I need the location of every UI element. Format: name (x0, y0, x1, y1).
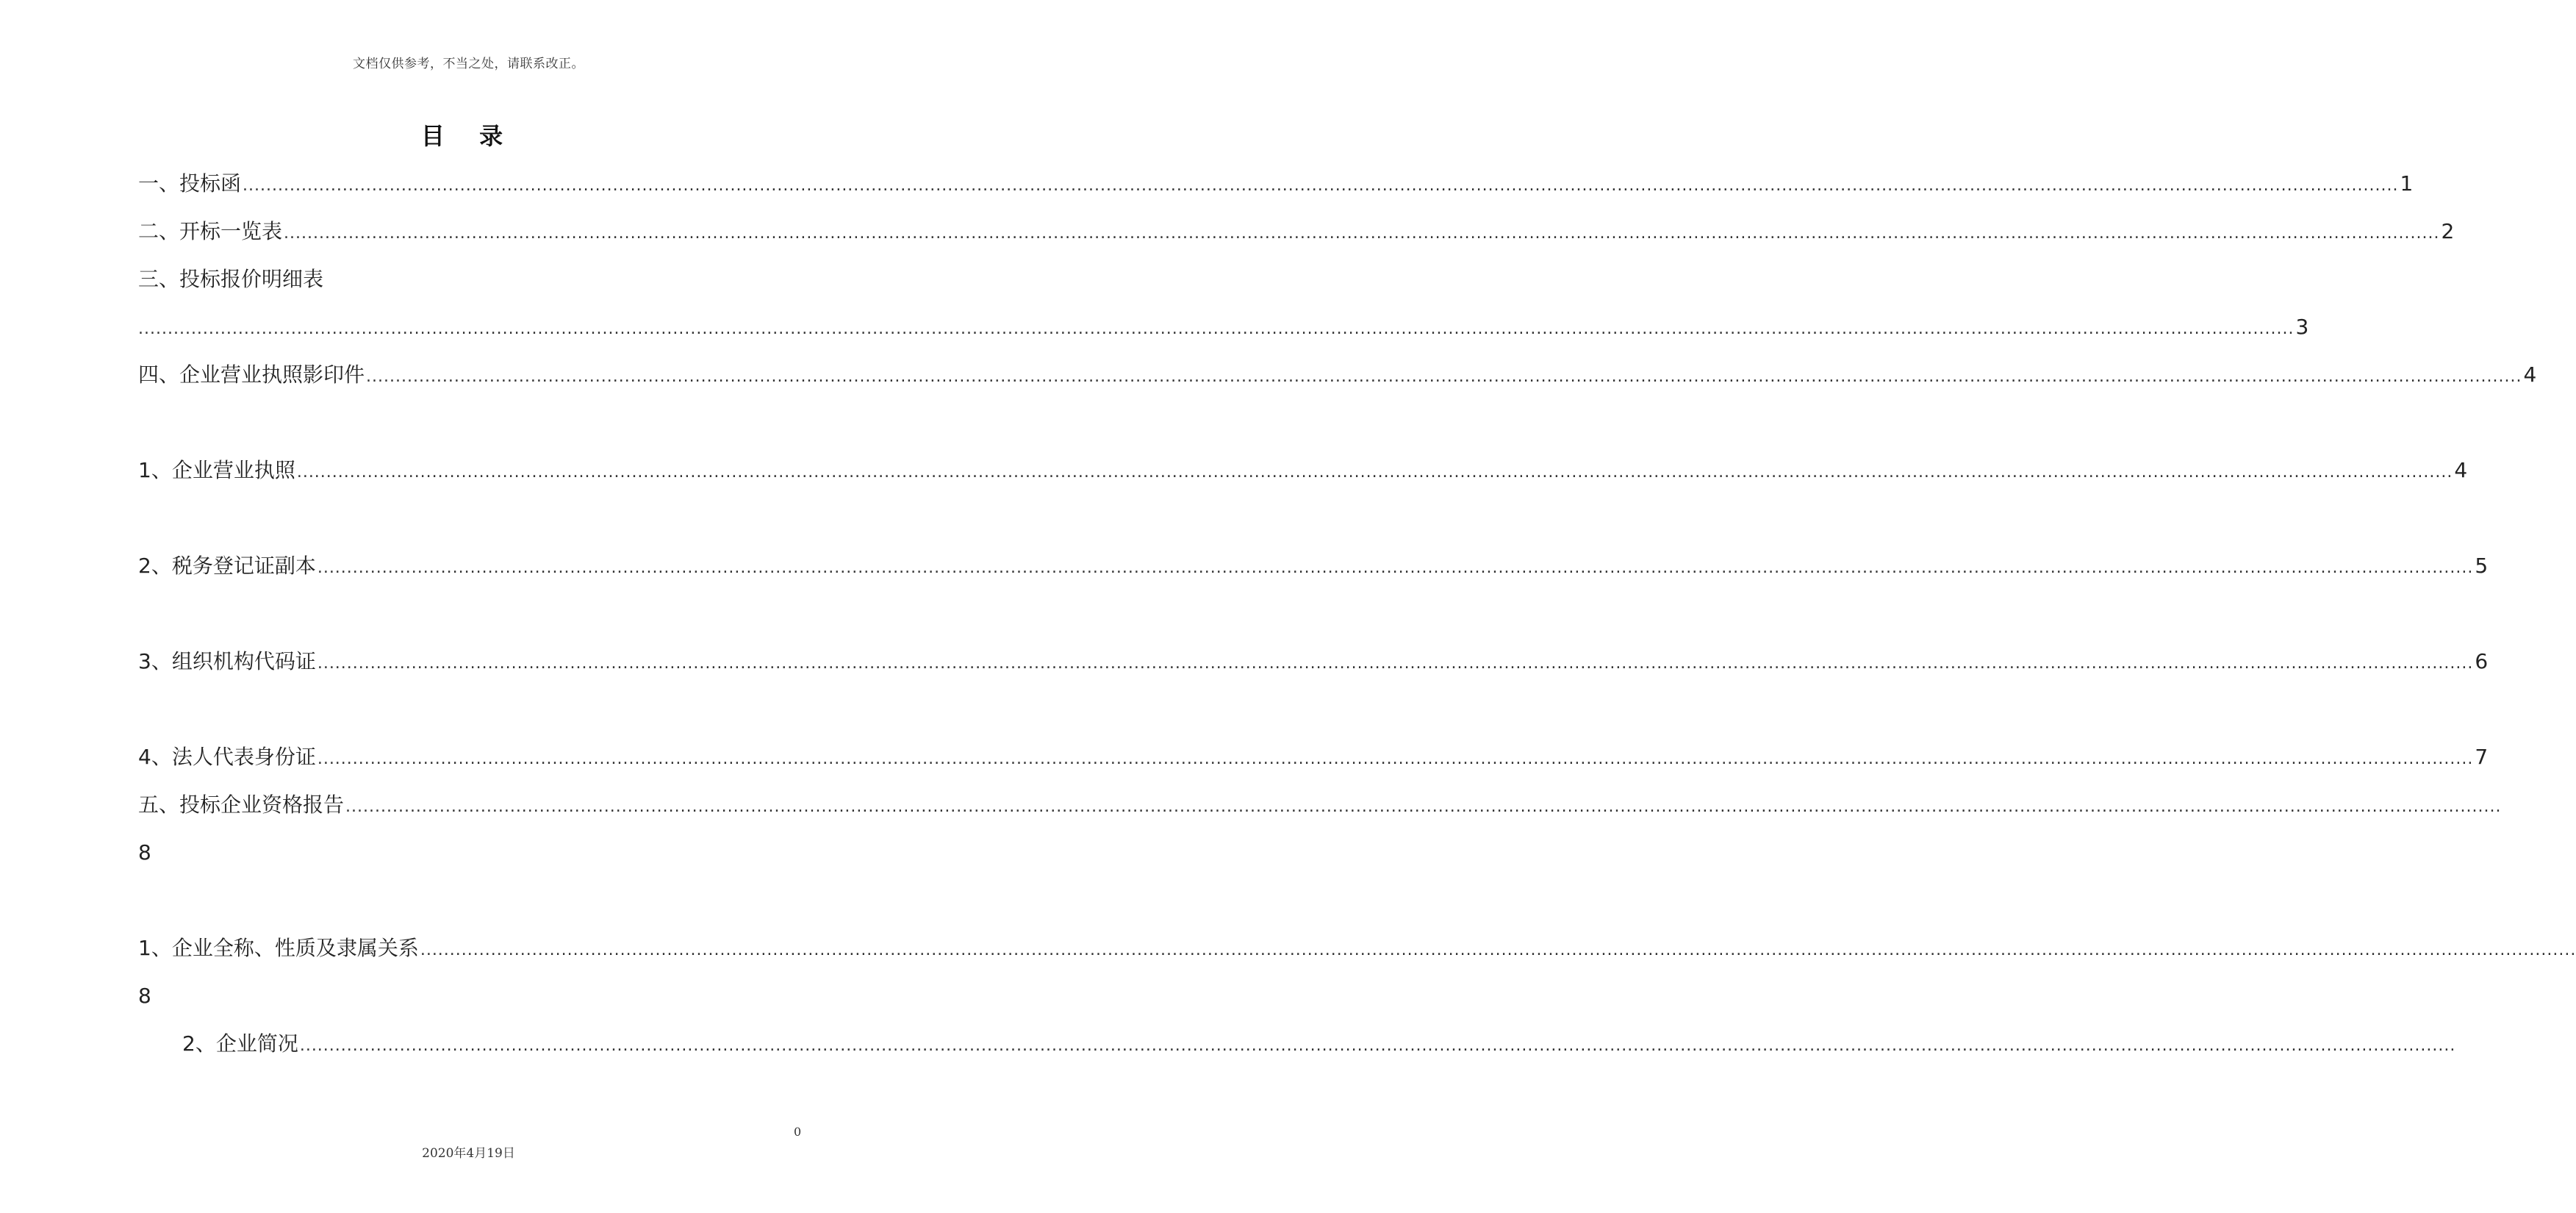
toc-leader: ............................................................................................................................................................................................................................................................................................................................................................................... (138, 320, 2295, 338)
toc-label: 1、企业营业执照 (138, 458, 295, 482)
toc-leader: ............................................................................................................................................................................................................................................................................................................................................................................... (366, 368, 2522, 386)
toc-leader: ............................................................................................................................................................................................................................................................................................................................................................................... (284, 224, 2440, 243)
toc-entry-organization-code[interactable] (138, 647, 2489, 676)
toc-label: 2、税务登记证副本 (138, 554, 316, 578)
page-number: 0 (794, 1125, 802, 1139)
toc-page: 3 (2295, 315, 2309, 339)
toc-leader: ............................................................................................................................................................................................................................................................................................................................................................................... (420, 941, 2576, 959)
header-note: 文档仅供参考，不当之处，请联系改正。 (353, 57, 584, 71)
toc-entry-license-copies[interactable] (138, 360, 2537, 390)
footer-date: 2020年4月19日 (422, 1146, 515, 1161)
toc-label: 1、企业全称、性质及隶属关系 (138, 936, 419, 960)
toc-entry-business-license[interactable] (138, 456, 2468, 485)
toc-page-wrapped: 8 (138, 984, 151, 1008)
toc-entry-enterprise-name[interactable] (138, 934, 2576, 963)
toc-page: 7 (2475, 745, 2489, 769)
toc-label: 四、企业营业执照影印件 (138, 362, 365, 387)
toc-entry-legal-rep-id[interactable] (138, 743, 2489, 772)
toc-leader: ............................................................................................................................................................................................................................................................................................................................................................................... (317, 654, 2474, 673)
toc-entry-bid-letter[interactable] (138, 169, 2414, 198)
toc-label: 一、投标函 (138, 171, 242, 196)
toc-entry-price-detail-continued[interactable] (138, 312, 2309, 342)
toc-page: 4 (2523, 362, 2537, 387)
toc-entry-tax-registration[interactable] (138, 551, 2489, 581)
toc-label: 4、法人代表身份证 (138, 745, 316, 769)
toc-page: 4 (2454, 458, 2468, 482)
toc-leader: ............................................................................................................................................................................................................................................................................................................................................................................... (317, 750, 2474, 768)
toc-page: 2 (2441, 219, 2455, 243)
toc-leader: ............................................................................................................................................................................................................................................................................................................................................................................... (299, 1037, 2456, 1055)
toc-label: 三、投标报价明细表 (138, 267, 324, 291)
toc-label: 五、投标企业资格报告 (138, 792, 345, 817)
toc-page: 5 (2475, 554, 2489, 578)
toc-label: 2、企业简况 (182, 1031, 298, 1056)
toc-leader: ............................................................................................................................................................................................................................................................................................................................................................................... (296, 463, 2453, 482)
toc-entry-enterprise-overview[interactable] (182, 1029, 2456, 1059)
page-title: 目 录 (420, 122, 517, 150)
toc-entry-qualification-report[interactable] (138, 790, 2502, 820)
toc-entry-opening-table[interactable] (138, 217, 2455, 246)
toc-page: 6 (2475, 649, 2489, 673)
toc-page: 1 (2400, 171, 2414, 196)
toc-label: 二、开标一览表 (138, 219, 283, 243)
toc-leader: ............................................................................................................................................................................................................................................................................................................................................................................... (345, 798, 2502, 816)
toc-leader: ............................................................................................................................................................................................................................................................................................................................................................................... (243, 176, 2399, 195)
toc-page-wrapped: 8 (138, 840, 151, 865)
toc-entry-price-detail[interactable] (138, 265, 797, 294)
toc-label: 3、组织机构代码证 (138, 649, 316, 673)
toc-leader: ............................................................................................................................................................................................................................................................................................................................................................................... (317, 559, 2474, 577)
